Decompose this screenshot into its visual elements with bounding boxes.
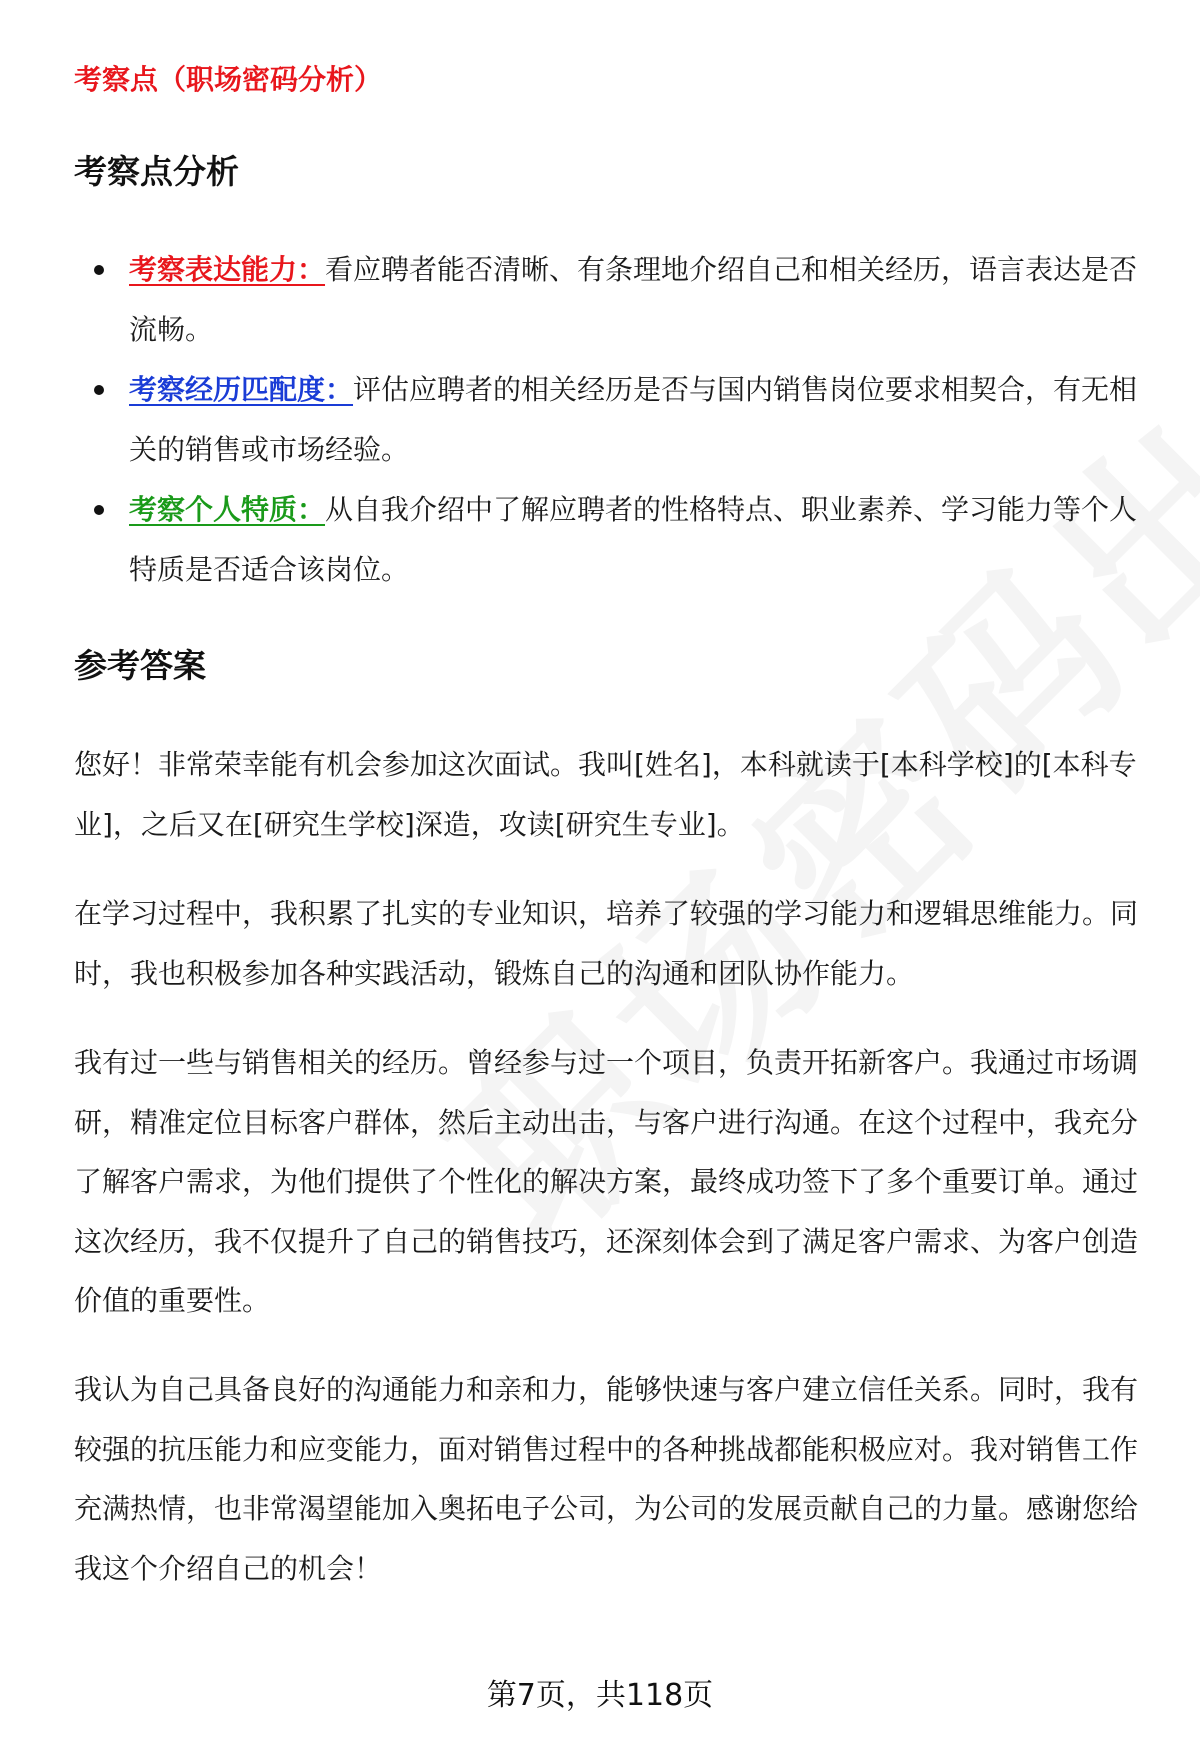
item-text: 从自我介绍中了解应聘者的性格特点、职业素养、学习能力等个人特质是否适合该岗位。: [129, 493, 1138, 586]
analysis-heading: 考察点分析: [74, 152, 239, 191]
answer-paragraph: 在学习过程中，我积累了扎实的专业知识，培养了较强的学习能力和逻辑思维能力。同时，我也积极参加各种实践活动，锻炼自己的沟通和团队协作能力。: [74, 897, 1139, 990]
keyword-expression: 考察表达能力：: [129, 253, 326, 286]
list-item: [94, 360, 1146, 480]
keyword-traits: 考察个人特质：: [129, 493, 326, 526]
answer-paragraph: 我有过一些与销售相关的经历。曾经参与过一个项目，负责开拓新客户。我通过市场调研，精准定位目标客户群体，然后主动出击，与客户进行沟通。在这个过程中，我充分了解客户需求，为他们提供了个性化的解决方案，最终成功签下了多个重要订单。通过这次经历，我不仅提升了自己的销售技巧，还深刻体会到了满足客户需求、为客户创造价值的重要性。: [74, 1046, 1139, 1317]
list-item: [94, 240, 1146, 360]
answer-heading: 参考答案: [74, 646, 206, 685]
answer-paragraph: 您好！非常荣幸能有机会参加这次面试。我叫[姓名]，本科就读于[本科学校]的[本科专业]，之后又在[研究生学校]深造，攻读[研究生专业]。: [74, 748, 1137, 841]
analysis-list: [94, 240, 1146, 600]
bullet-dot-icon: [94, 385, 104, 395]
answer-paragraph: 我认为自己具备良好的沟通能力和亲和力，能够快速与客户建立信任关系。同时，我有较强的抗压能力和应变能力，面对销售过程中的各种挑战都能积极应对。我对销售工作充满热情，也非常渴望能加入奥拓电子公司，为公司的发展贡献自己的力量。感谢您给我这个介绍自己的机会！: [74, 1373, 1139, 1585]
keyword-experience: 考察经历匹配度：: [129, 373, 354, 406]
page-number: 第7页，共118页: [486, 1678, 714, 1713]
top-heading: 考察点（职场密码分析）: [74, 63, 383, 96]
bullet-dot-icon: [94, 265, 104, 275]
item-text: 看应聘者能否清晰、有条理地介绍自己和相关经历，语言表达是否流畅。: [129, 253, 1138, 346]
item-text: 评估应聘者的相关经历是否与国内销售岗位要求相契合，有无相关的销售或市场经验。: [129, 373, 1138, 466]
list-item: [94, 480, 1146, 600]
bullet-dot-icon: [94, 505, 104, 515]
